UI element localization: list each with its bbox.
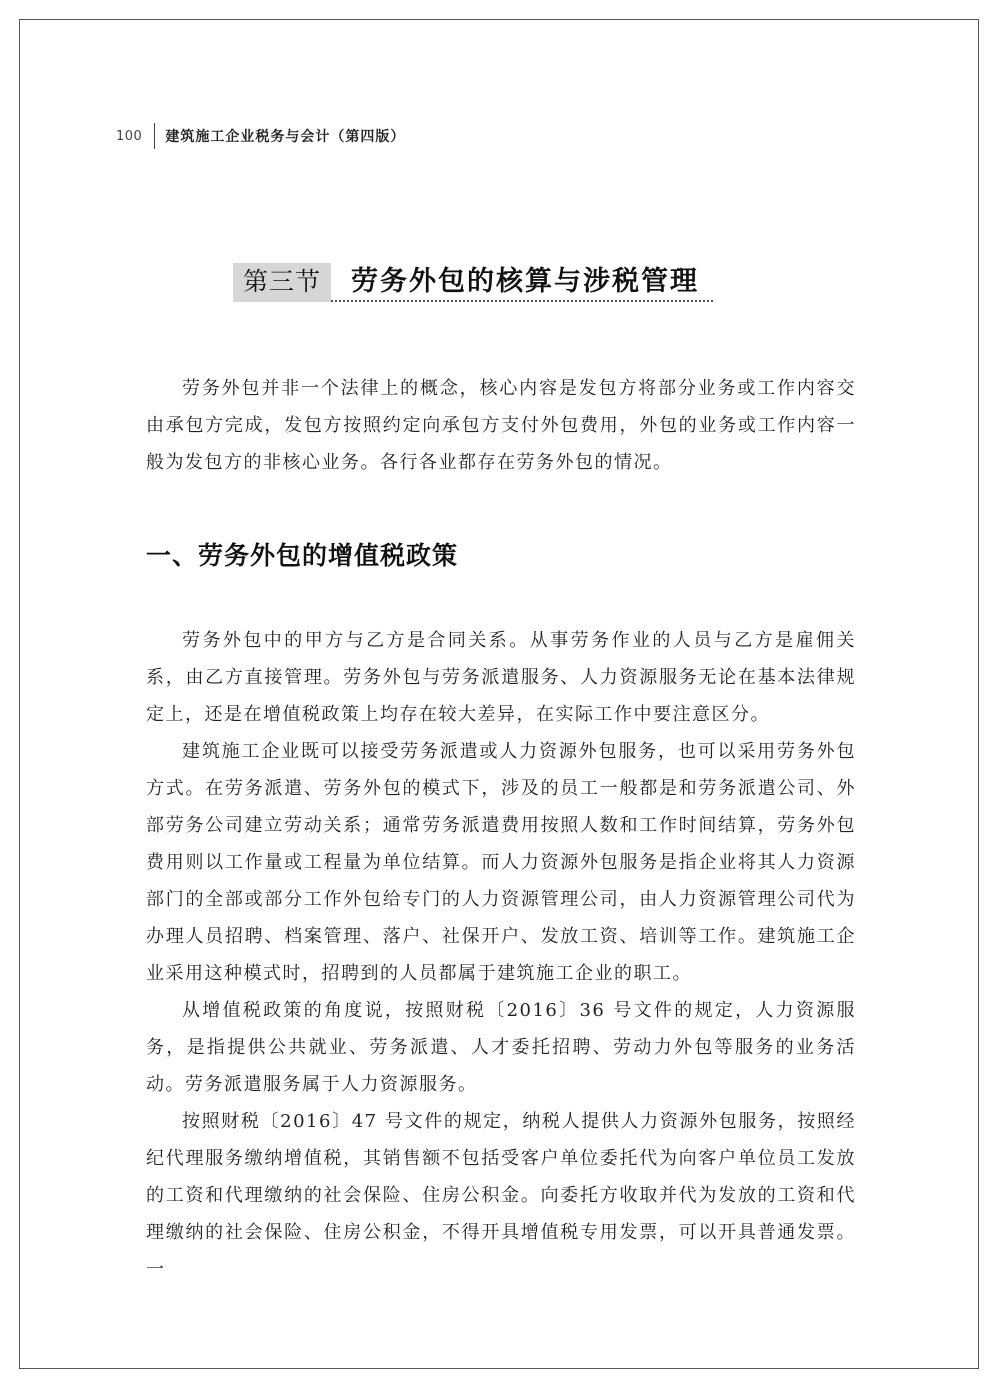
running-header (116, 124, 405, 148)
section-label: 第三节 (233, 263, 331, 302)
header-divider (154, 123, 155, 149)
section-heading (233, 263, 713, 302)
section-title: 劳务外包的核算与涉税管理 (331, 263, 713, 302)
intro-paragraph: 劳务外包并非一个法律上的概念，核心内容是发包方将部分业务或工作内容交由承包方完成，发包方按照约定向承包方支付外包费用，外包的业务或工作内容一般为发包方的非核心业务。各行各业都存在劳务外包的情况。 (146, 378, 856, 473)
book-title: 建筑施工企业税务与会计（第四版） (165, 129, 406, 145)
body-paragraph: 建筑施工企业既可以接受劳务派遣或人力资源外包服务，也可以采用劳务外包方式。在劳务派遣、劳务外包的模式下，涉及的员工一般都是和劳务派遣公司、外部劳务公司建立劳动关系；通常劳务派遣费用按照人数和工作时间结算，劳务外包费用则以工作量或工程量为单位结算。而人力资源外包服务是指企业将其人力资源部门的全部或部分工作外包给专门的人力资源管理公司，由人力资源管理公司代为办理人员招聘、档案管理、落户、社保开户、发放工资、培训等工作。建筑施工企业采用这种模式时，招聘到的人员都属于建筑施工企业的职工。 (146, 741, 856, 984)
body-paragraph: 从增值税政策的角度说，按照财税〔2016〕36 号文件的规定，人力资源服务，是指提供公共就业、劳务派遣、人才委托招聘、劳动力外包等服务的业务活动。劳务派遣服务属于人力资源服务。 (146, 1000, 856, 1095)
body-paragraph: 劳务外包中的甲方与乙方是合同关系。从事劳务作业的人员与乙方是雇佣关系，由乙方直接管理。劳务外包与劳务派遣服务、人力资源服务无论在基本法律规定上，还是在增值税政策上均存在较大差异，在实际工作中要注意区分。 (146, 630, 856, 725)
subsection-heading: 一、劳务外包的增值税政策 (146, 541, 459, 570)
main-body-text (146, 622, 856, 1288)
page-number: 100 (116, 128, 143, 144)
intro-text (146, 370, 856, 481)
body-paragraph: 按照财税〔2016〕47 号文件的规定，纳税人提供人力资源外包服务，按照经纪代理服务缴纳增值税，其销售额不包括受客户单位委托代为向客户单位员工发放的工资和代理缴纳的社会保险、住房公积金。向委托方收取并代为发放的工资和代理缴纳的社会保险、住房公积金，不得开具增值税专用发票，可以开具普通发票。一 (146, 1111, 856, 1280)
